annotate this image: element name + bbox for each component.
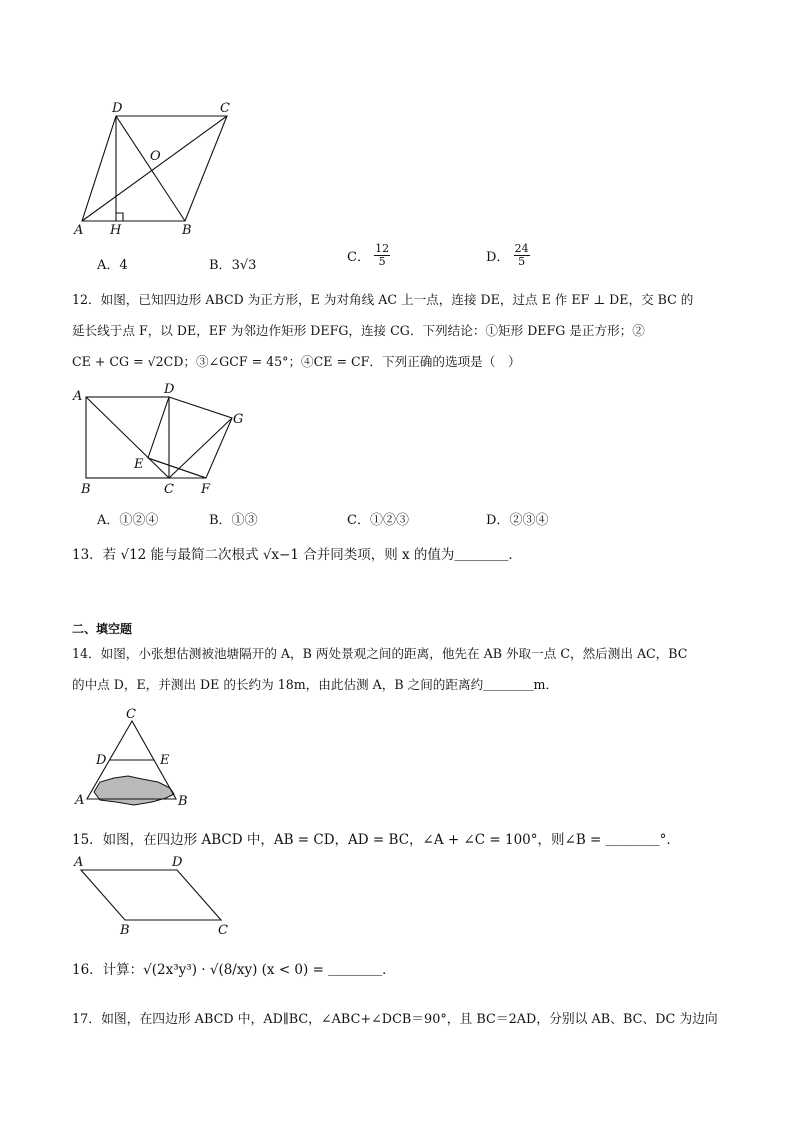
q16-text: 16．计算：√(2x³y³) · √(8/xy) (x < 0) = ＿＿＿＿． [72, 962, 396, 978]
q12-figure [70, 380, 260, 500]
section-title: 二、填空题 [72, 622, 133, 636]
fig15-label-d: D [172, 855, 183, 870]
fig14-label-d: D [96, 753, 107, 768]
fig14-label-a: A [75, 793, 85, 808]
fig11-label-a: A [74, 223, 84, 238]
fig12-label-d: D [164, 382, 175, 397]
fig11-label-b: B [182, 223, 192, 238]
q15-text: 15．如图，在四边形 ABCD 中，AB = CD，AD = BC，∠A + ∠C = 100°，则∠B = ＿＿＿＿°． [72, 832, 680, 848]
q11-option-c: C． $\frac{12}{5}$ [347, 242, 390, 268]
fig15-label-b: B [120, 923, 130, 938]
fig14-label-c: C [126, 707, 136, 722]
q11-option-c-fraction: $\frac{12}{5}$ [375, 242, 390, 268]
q11-option-a: A．4 [97, 258, 128, 273]
q12-line-1: 12．如图，已知四边形 ABCD 为正方形，E 为对角线 AC 上一点，连接 DE，过点 E 作 EF ⊥ DE，交 BC 的 [72, 292, 694, 307]
fig12-label-a: A [73, 389, 83, 404]
fig12-label-g: G [233, 412, 244, 427]
q11-figure [70, 100, 245, 240]
q12-line-2: 延长线于点 F，以 DE，EF 为邻边作矩形 DEFG，连接 CG．下列结论：①矩形 DEFG 是正方形；② [72, 323, 645, 338]
fig15-label-c: C [218, 923, 228, 938]
q12-option-c: C．①②③ [347, 513, 409, 528]
fig11-label-c: C [220, 101, 230, 116]
fig12-label-c: C [164, 482, 174, 497]
fig12-label-b: B [81, 482, 91, 497]
q11-option-a-value: 4 [119, 258, 128, 273]
fig14-label-b: B [178, 794, 188, 809]
fig11-label-d: D [112, 101, 123, 116]
fig14-label-e: E [160, 753, 170, 768]
fig12-label-e: E [134, 457, 144, 472]
fig12-label-f: F [201, 482, 211, 497]
q17-text: 17．如图，在四边形 ABCD 中，AD∥BC，∠ABC+∠DCB＝90°，且 BC＝2AD，分别以 AB、BC、DC 为边向 [72, 1012, 718, 1027]
q11-option-d-fraction: $\frac{24}{5}$ [514, 242, 529, 268]
fig15-label-a: A [74, 855, 84, 870]
q12-option-b: B．①③ [209, 513, 258, 528]
q11-option-b-value: 3√3 [231, 258, 257, 273]
q11-option-d: D． $\frac{24}{5}$ [486, 242, 529, 268]
q15-figure [68, 852, 243, 942]
pond-shape [94, 776, 174, 805]
q14-figure [70, 706, 200, 811]
q14-line-1: 14．如图，小张想估测被池塘隔开的 A，B 两处景观之间的距离，他先在 AB 外取一点 C，然后测出 AC，BC [72, 646, 688, 661]
q11-option-b: B．3√3 [209, 258, 257, 273]
q12-option-d: D．②③④ [486, 513, 549, 528]
fig11-label-h: H [110, 223, 122, 238]
q14-line-2: 的中点 D，E，并测出 DE 的长约为 18m，由此估测 A，B 之间的距离约＿＿＿＿m． [72, 677, 559, 692]
q12-line-3: CE + CG = √2CD；③∠GCF = 45°；④CE = CF．下列正确的选项是（ ） [72, 354, 521, 369]
q12-option-a: A．①②④ [97, 513, 159, 528]
fig11-label-o: O [150, 149, 161, 164]
q13-text: 13．若 √12 能与最简二次根式 √x−1 合并同类项，则 x 的值为＿＿＿＿． [72, 547, 522, 563]
